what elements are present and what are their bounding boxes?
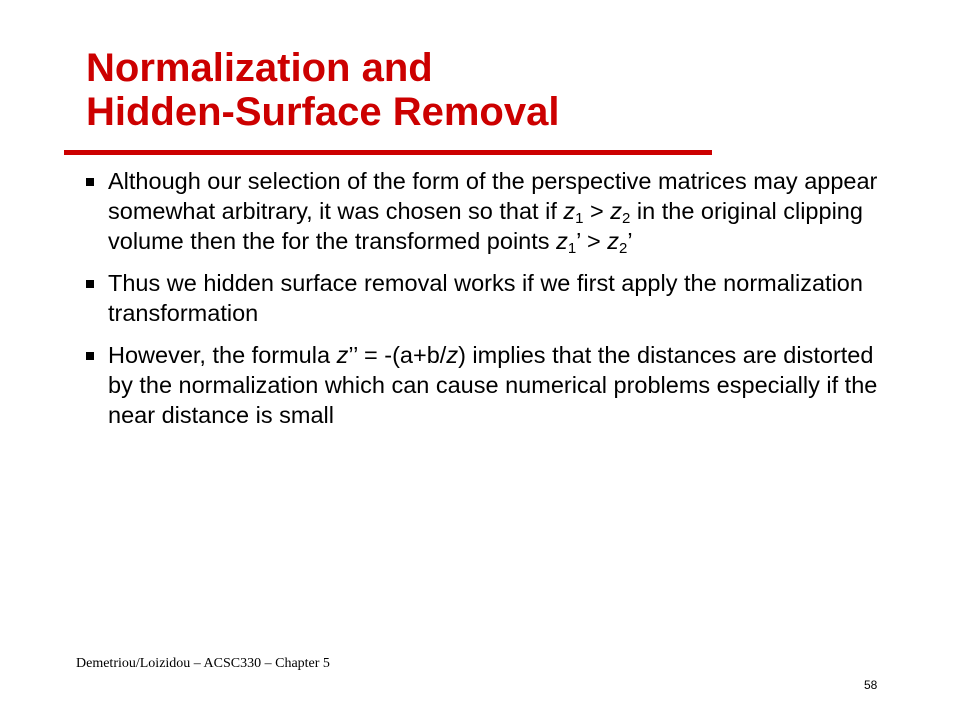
slide-footer: Demetriou/Loizidou – ACSC330 – Chapter 5 (76, 656, 330, 671)
title-line-1: Normalization and (86, 46, 433, 90)
bullet-text-2: Thus we hidden surface removal works if we first apply the normalization transformation (108, 270, 863, 326)
bullet-list (86, 166, 896, 442)
title-line-2: Hidden-Surface Removal (86, 90, 560, 134)
bullet-text-3: However, the formula z’’ = -(a+b/z) implies that the distances are distorted by the normalization which can cause numerical problems especially if the near distance is small (108, 342, 878, 428)
square-bullet-icon (86, 352, 94, 360)
title-underline-rule (64, 150, 712, 155)
square-bullet-icon (86, 280, 94, 288)
square-bullet-icon (86, 178, 94, 186)
bullet-item-1 (86, 166, 896, 256)
page-number: 58 (864, 678, 878, 692)
slide-title (86, 46, 786, 134)
bullet-item-3 (86, 340, 896, 430)
bullet-item-2 (86, 268, 896, 328)
bullet-text-1: Although our selection of the form of the perspective matrices may appear somewhat arbitrary, it was chosen so that if $z_1 > z_2$ in the original clipping volume then the for the transformed points $z_1$’ > $z_2$’ (108, 168, 878, 257)
